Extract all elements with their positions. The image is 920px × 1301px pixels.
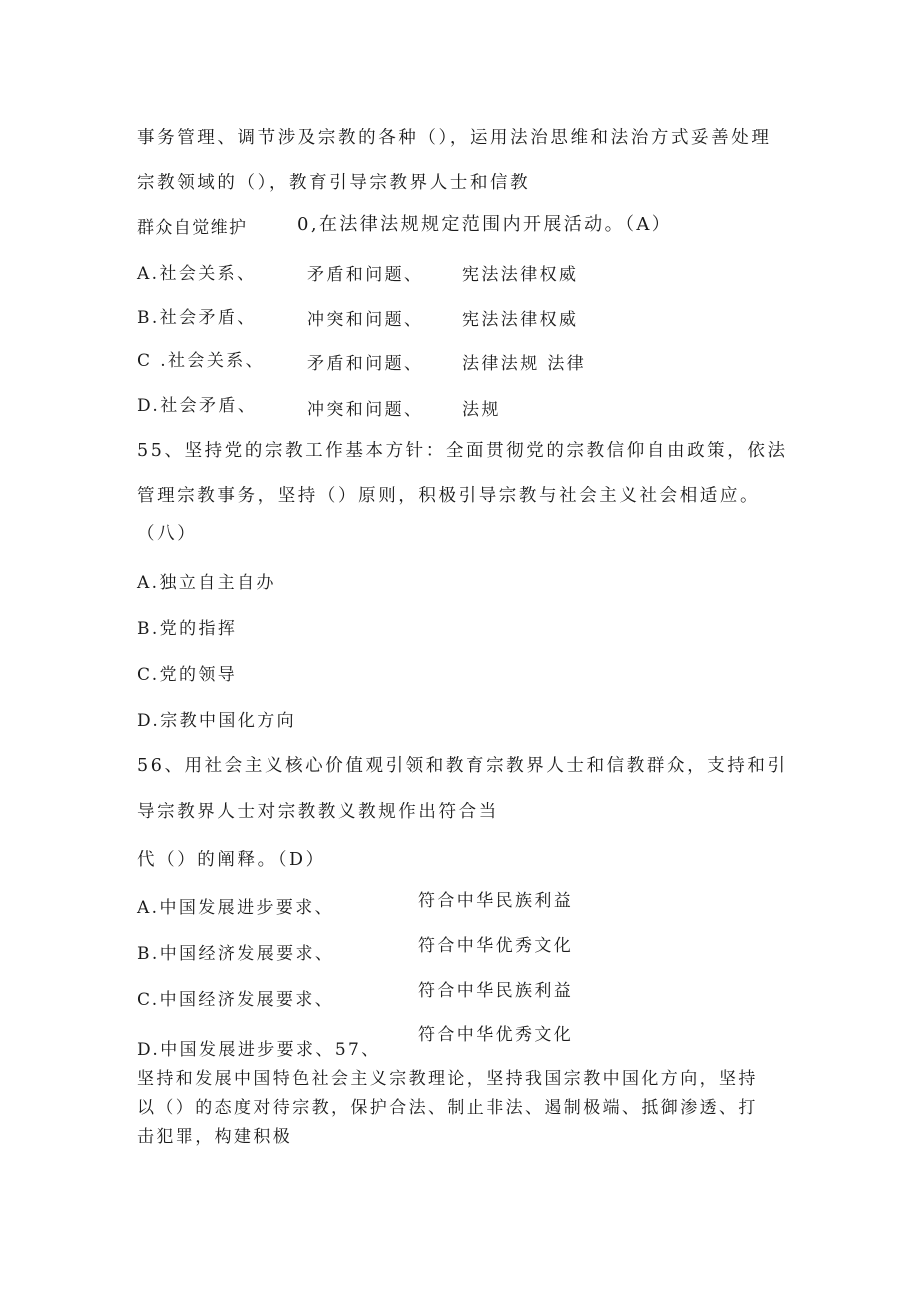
q56-option-d-col2: 符合中华优秀文化: [418, 1025, 574, 1045]
q56-line-3: 代（）的阐释。（D）: [137, 850, 326, 870]
q55-option-a: A.独立自主自办: [137, 573, 276, 593]
q54-line-3-right: 0,在法律法规规定范围内开展活动。（A）: [297, 214, 673, 235]
q54-line-1: 事务管理、调节涉及宗教的各种（），运用法治思维和法治方式妥善处理: [137, 128, 772, 148]
q55-line-1: 55、坚持党的宗教工作基本方针：全面贯彻党的宗教信仰自由政策，依法: [137, 441, 788, 461]
q56-option-c-col2: 符合中华民族利益: [418, 981, 574, 1001]
q54-option-d: D.社会矛盾、: [137, 396, 258, 416]
q54-option-a: A.社会关系、: [137, 264, 257, 284]
q57-line-1: 坚持和发展中国特色社会主义宗教理论，坚持我国宗教中国化方向，坚持: [137, 1069, 758, 1089]
q57-line-2: 以（）的态度对待宗教，保护合法、制止非法、遏制极端、抵御渗透、打: [137, 1098, 758, 1118]
q55-option-c: C.党的领导: [137, 665, 238, 685]
q54-option-c-col3: 法律法规 法律: [462, 354, 587, 374]
q56-line-2: 导宗教界人士对宗教教义教规作出符合当: [137, 802, 499, 822]
q55-answer: （八）: [137, 524, 198, 544]
q54-option-c-col2: 矛盾和问题、: [307, 354, 424, 374]
q54-line-2: 宗教领域的（），教育引导宗教界人士和信教: [137, 173, 531, 193]
q54-option-d-col3: 法规: [462, 400, 501, 420]
q56-option-b: B.中国经济发展要求、: [137, 944, 335, 964]
q54-line-3-left: 群众自觉维护: [137, 218, 248, 238]
q56-option-a: A.中国发展进步要求、: [137, 898, 335, 918]
q56-option-b-col2: 符合中华优秀文化: [418, 936, 574, 956]
q56-line-1: 56、用社会主义核心价值观引领和教育宗教界人士和信教群众，支持和引: [137, 756, 788, 776]
q54-option-d-col2: 冲突和问题、: [307, 400, 424, 420]
q54-option-b-col3: 宪法法律权威: [462, 310, 579, 330]
q55-option-d: D.宗教中国化方向: [137, 711, 297, 731]
q56-option-c: C.中国经济发展要求、: [137, 990, 335, 1010]
q54-option-a-col2: 矛盾和问题、: [307, 265, 424, 285]
q56-option-d: D.中国发展进步要求、57、: [137, 1040, 381, 1060]
q56-option-a-col2: 符合中华民族利益: [418, 891, 574, 911]
q54-option-b-col2: 冲突和问题、: [307, 310, 424, 330]
q55-option-b: B.党的指挥: [137, 619, 238, 639]
q54-option-c: C .社会关系、: [137, 351, 266, 371]
q55-line-2: 管理宗教事务，坚持（）原则，积极引导宗教与社会主义社会相适应。: [137, 486, 761, 506]
q57-line-3: 击犯罪，构建积极: [137, 1127, 293, 1147]
q54-option-b: B.社会矛盾、: [137, 308, 257, 328]
q54-option-a-col3: 宪法法律权威: [462, 265, 579, 285]
